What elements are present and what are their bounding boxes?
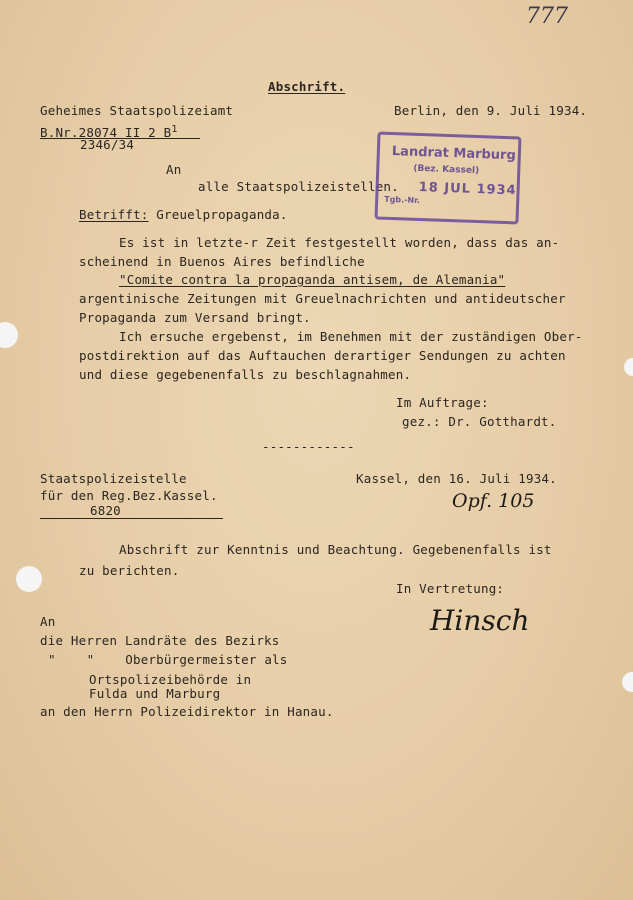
body-line-3: "Comite contra la propaganda antisem, de Alemania" bbox=[119, 272, 506, 287]
subject-label: Betrifft: bbox=[79, 207, 149, 222]
sender-reference-2: 2346/34 bbox=[80, 137, 135, 152]
order-label: Im Auftrage: bbox=[396, 395, 489, 410]
body-line-2: scheinend in Buenos Aires befindliche bbox=[79, 254, 365, 269]
stamp-date: 18 JUL 1934 bbox=[418, 179, 517, 199]
body-line-5: Propaganda zum Versand bringt. bbox=[79, 310, 311, 325]
section-divider: ------------ bbox=[262, 439, 355, 454]
deputy-label: In Vertretung: bbox=[396, 581, 505, 596]
recipient-line-5: an den Herrn Polizeidirektor in Hanau. bbox=[40, 704, 334, 719]
punch-hole-bottom bbox=[16, 566, 42, 592]
document-heading: Abschrift. bbox=[268, 79, 346, 94]
stamp-tag: Tgb.-Nr. bbox=[384, 194, 421, 206]
recipient-line-4: Fulda und Marburg bbox=[89, 686, 221, 701]
reference-number: B.Nr.28074 II 2 B bbox=[40, 125, 172, 141]
to-label: An bbox=[166, 162, 182, 177]
second-place-date: Kassel, den 16. Juli 1934. bbox=[356, 471, 557, 486]
second-office-line2: für den Reg.Bez.Kassel. bbox=[40, 488, 218, 503]
punch-hole-right-top bbox=[624, 358, 633, 376]
stamp-line2: (Bez. Kassel) bbox=[413, 163, 480, 177]
subject-line bbox=[79, 208, 288, 222]
body-line-4: argentinische Zeitungen mit Greuelnachrichten und antideutscher bbox=[79, 291, 566, 306]
second-text-line2: zu berichten. bbox=[79, 563, 180, 578]
second-to-label: An bbox=[40, 614, 56, 629]
to-recipient: alle Staatspolizeistellen. bbox=[198, 179, 399, 194]
sender-office: Geheimes Staatspolizeiamt bbox=[40, 103, 234, 118]
second-number: 6820 bbox=[90, 503, 121, 518]
body-line-1: Es ist in letzte-r Zeit festgestellt worden, dass das an- bbox=[119, 235, 560, 250]
body-line-7: postdirektion auf das Auftauchen derartiger Sendungen zu achten bbox=[79, 348, 566, 363]
second-text-line1: Abschrift zur Kenntnis und Beachtung. Gegebenenfalls ist bbox=[119, 542, 552, 557]
handwritten-note: Opf. 105 bbox=[452, 490, 535, 512]
handwritten-signature: Hinsch bbox=[430, 604, 530, 637]
receipt-stamp bbox=[375, 132, 522, 225]
recipient-line-3: Ortspolizeibehörde in bbox=[89, 672, 252, 687]
stamp-line1: Landrat Marburg bbox=[391, 144, 517, 164]
punch-hole-right-bottom bbox=[622, 672, 633, 692]
recipient-line-2: " " Oberbürgermeister als bbox=[48, 652, 288, 667]
signed-line: gez.: Dr. Gotthardt. bbox=[402, 414, 557, 429]
place-date: Berlin, den 9. Juli 1934. bbox=[394, 103, 588, 118]
punch-hole-top bbox=[0, 322, 18, 348]
body-line-8: und diese gegebenenfalls zu beschlagnahmen. bbox=[79, 367, 412, 382]
reference-superscript: 1 bbox=[171, 124, 178, 135]
archive-number: 777 bbox=[526, 4, 568, 29]
recipient-line-1: die Herren Landräte des Bezirks bbox=[40, 633, 280, 648]
second-number-underline bbox=[40, 518, 223, 519]
body-line-6: Ich ersuche ergebenst, im Benehmen mit der zuständigen Ober- bbox=[119, 329, 583, 344]
second-office-line1: Staatspolizeistelle bbox=[40, 471, 187, 486]
subject-text: Greuelpropaganda. bbox=[156, 207, 288, 222]
